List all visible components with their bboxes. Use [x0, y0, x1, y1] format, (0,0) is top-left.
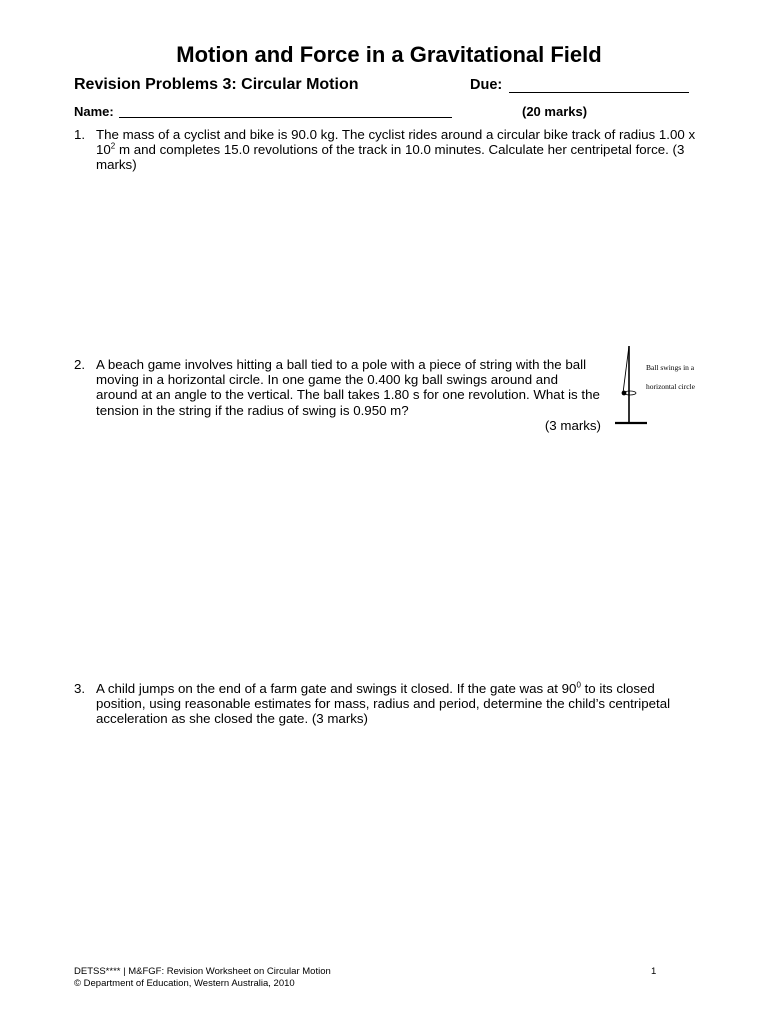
total-marks: (20 marks): [522, 104, 588, 119]
due-blank-line: [509, 92, 689, 93]
question-marks: (3 marks): [544, 417, 601, 433]
ball-swing-diagram: [604, 343, 695, 441]
question-text-part: A child jumps on the end of a farm gate and swings it closed. If the gate was at 90: [96, 681, 577, 696]
question-text: [96, 357, 601, 433]
ball-icon: [622, 391, 627, 396]
question-number: 2.: [74, 357, 86, 372]
superscript-exponent: 2: [110, 141, 116, 151]
question-text-part: to its closed position, using reasonable estimates for mass, radius and period, determine the child’s centripetal acceleration as she closed the gate. (3 marks): [96, 681, 671, 727]
name-label: Name:: [74, 104, 114, 119]
string-line: [623, 346, 629, 393]
figure-caption-line1: Ball swings in a: [646, 363, 695, 372]
question-text-part: m and completes 15.0 revolutions of the track in 10.0 minutes. Calculate her centripetal force. (3 marks): [96, 142, 685, 173]
question-text-part: A beach game involves hitting a ball tied to a pole with a piece of string with the ball moving in a horizontal circle. In one game the 0.400 kg ball swings around and around at an angle to the vertical. The ball takes 1.80 s for one revolution. What is the tension in the string if the radius of swing is 0.950 m?: [96, 357, 600, 418]
worksheet-subtitle: Revision Problems 3: Circular Motion: [74, 76, 359, 93]
footer-copyright: © Department of Education, Western Australia, 2010: [74, 977, 295, 989]
page-number: 1: [651, 966, 657, 977]
footer: [74, 966, 331, 989]
question-text-part: The mass of a cyclist and bike is 90.0 kg. The cyclist rides around a circular bike track of radius 1.00 x 10: [96, 127, 696, 158]
due-label: Due:: [470, 77, 503, 93]
question-text: [96, 681, 706, 727]
question-number: 3.: [74, 681, 86, 696]
superscript-degree: 0: [576, 680, 581, 690]
page-title: Motion and Force in a Gravitational Field: [176, 42, 602, 67]
question-number: 1.: [74, 127, 86, 142]
footer-line-1: DETSS**** | M&FGF: Revision Worksheet on Circular Motion: [74, 966, 331, 977]
name-blank-line: [119, 117, 452, 118]
figure-caption-line2: horizontal circle: [646, 382, 695, 391]
question-text: [96, 127, 706, 173]
